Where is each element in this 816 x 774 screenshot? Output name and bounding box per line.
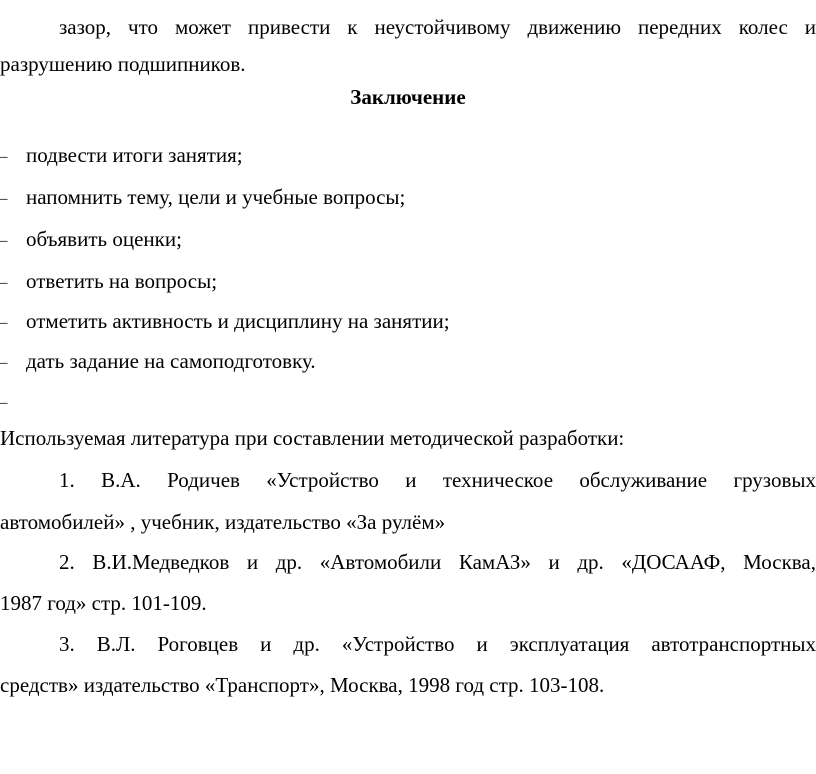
list-item-text: дать задание на самоподготовку. — [26, 349, 316, 373]
dash-marker: – — [0, 275, 8, 291]
dash-marker: – — [0, 315, 8, 331]
literature-item-1-line-1: 1. В.А. Родичев «Устройство и техническое обслуживание грузовых — [59, 468, 816, 492]
literature-title: Используемая литература при составлении методической разработки: — [0, 426, 625, 450]
list-item-text: объявить оценки; — [26, 227, 182, 251]
dash-marker: – — [0, 355, 8, 371]
list-item-text: ответить на вопросы; — [26, 269, 218, 293]
dash-marker: – — [0, 233, 8, 249]
list-item-text: напомнить тему, цели и учебные вопросы; — [26, 185, 406, 209]
literature-item-2-line-2: 1987 год» стр. 101-109. — [0, 591, 207, 615]
list-item-text: отметить активность и дисциплину на занятии; — [26, 309, 450, 333]
literature-item-3-line-2: средств» издательство «Транспорт», Москва, 1998 год стр. 103-108. — [0, 673, 605, 697]
dash-marker: – — [0, 149, 8, 165]
intro-line-2: разрушению подшипников. — [0, 52, 246, 76]
literature-item-1-line-2: автомобилей» , учебник, издательство «За рулём» — [0, 510, 446, 534]
list-item-text: подвести итоги занятия; — [26, 143, 243, 167]
intro-line-1: зазор, что может привести к неустойчивому движению передних колес и — [59, 15, 816, 39]
literature-item-2-line-1: 2. В.И.Медведков и др. «Автомобили КамАЗ» и др. «ДОСААФ, Москва, — [59, 550, 816, 574]
literature-item-3-line-1: 3. В.Л. Роговцев и др. «Устройство и эксплуатация автотранспортных — [59, 632, 816, 656]
section-heading: Заключение — [350, 85, 466, 109]
dash-marker: – — [0, 395, 8, 411]
dash-marker: – — [0, 191, 8, 207]
